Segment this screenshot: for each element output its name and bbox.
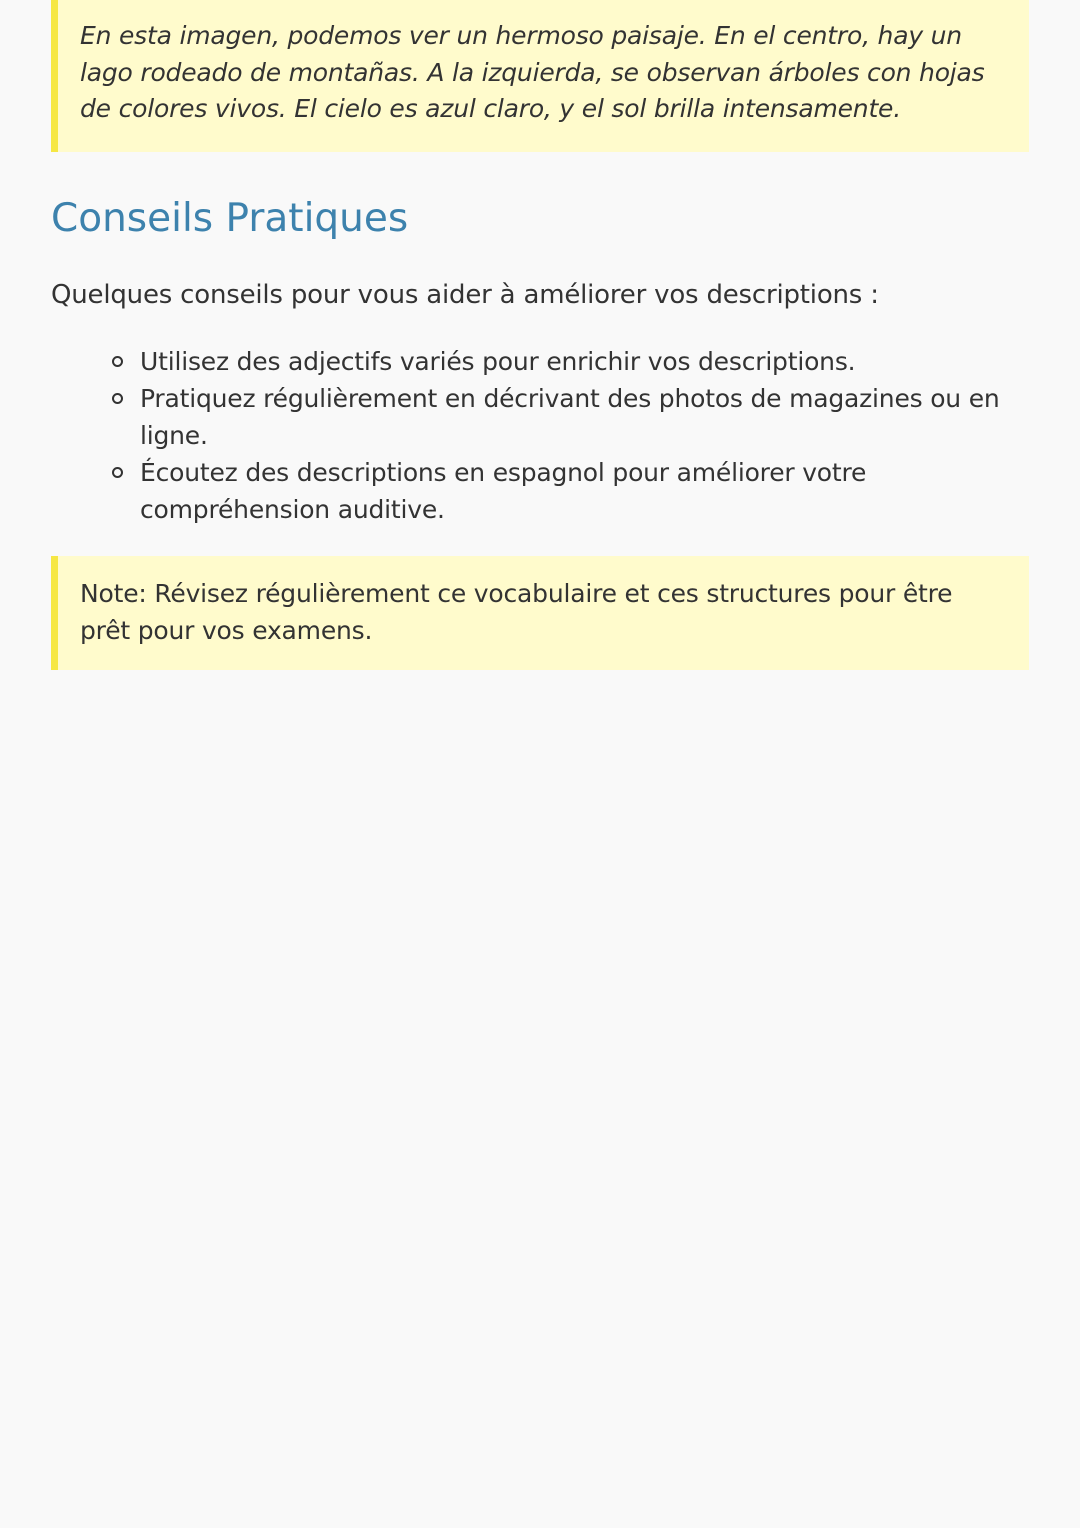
tip-text: Utilisez des adjectifs variés pour enrichir vos descriptions. bbox=[140, 347, 856, 376]
section-intro: Quelques conseils pour vous aider à améliorer vos descriptions : bbox=[51, 280, 879, 310]
tips-list bbox=[140, 343, 1030, 528]
circle-bullet-icon bbox=[112, 356, 123, 367]
tip-item bbox=[140, 343, 1030, 380]
tip-item bbox=[140, 380, 1030, 454]
example-text: En esta imagen, podemos ver un hermoso paisaje. En el centro, hay un lago rodeado de montañas. A la izquierda, se observan árboles con hojas de colores vivos. El cielo es azul claro, y el sol brilla intensamente. bbox=[80, 21, 985, 123]
circle-bullet-icon bbox=[112, 393, 123, 404]
circle-bullet-icon bbox=[112, 467, 123, 478]
example-callout bbox=[51, 0, 1029, 152]
note-callout bbox=[51, 556, 1029, 670]
tip-text: Pratiquez régulièrement en décrivant des photos de magazines ou en ligne. bbox=[140, 384, 1000, 450]
tip-item bbox=[140, 454, 1030, 528]
section-title: Conseils Pratiques bbox=[51, 196, 409, 241]
tip-text: Écoutez des descriptions en espagnol pour améliorer votre compréhension auditive. bbox=[140, 458, 867, 524]
note-text: Note: Révisez régulièrement ce vocabulaire et ces structures pour être prêt pour vos examens. bbox=[80, 579, 953, 645]
